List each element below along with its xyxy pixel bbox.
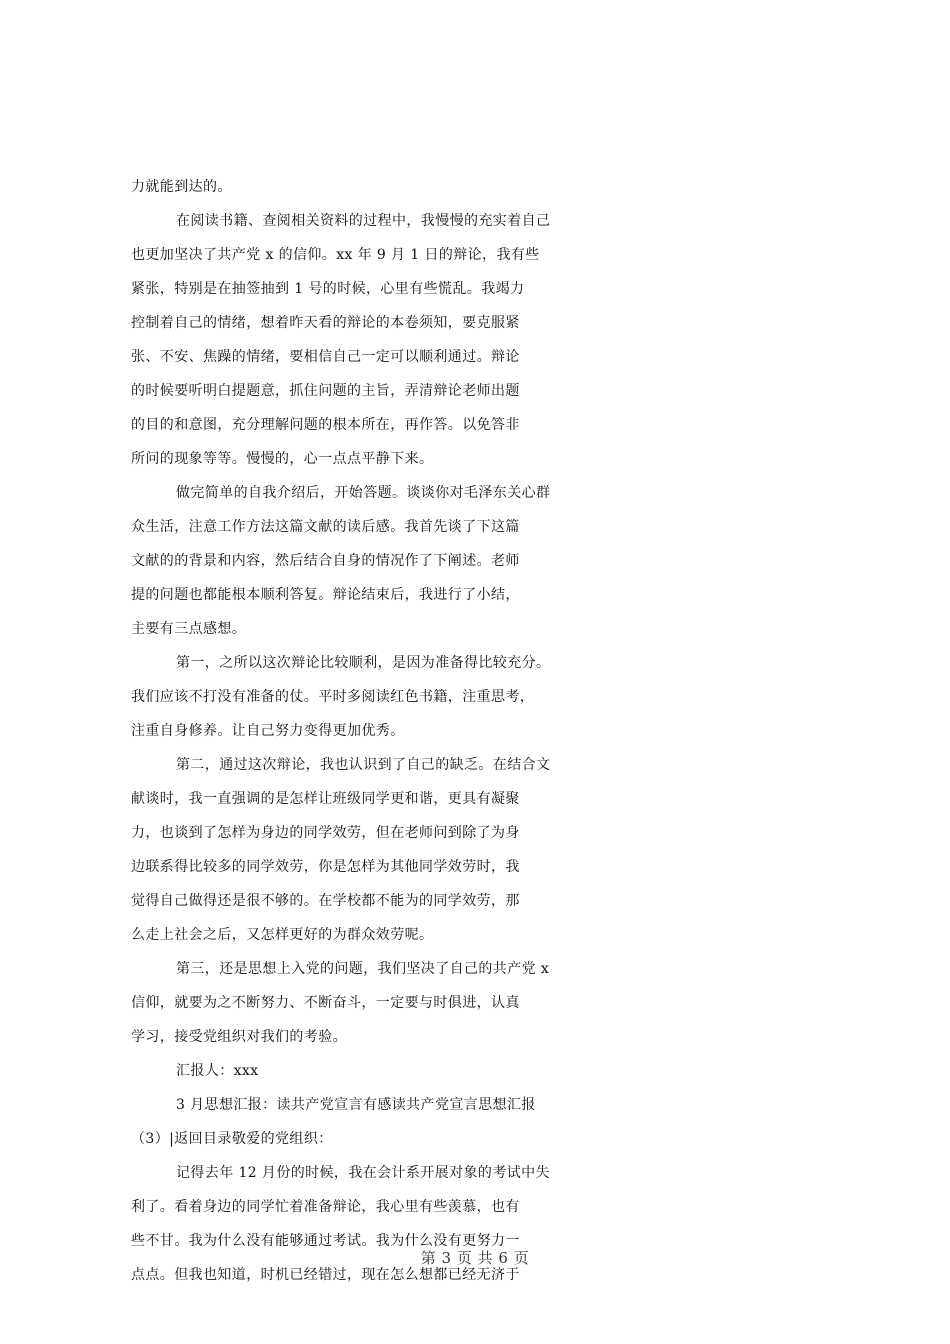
text-line: 边联系得比较多的同学效劳，你是怎样为其他同学效劳时，我 bbox=[131, 859, 520, 875]
text-line: 注重自身修养。让自己努力变得更加优秀。 bbox=[131, 723, 405, 739]
text-line: 做完简单的自我介绍后，开始答题。谈谈你对毛泽东关心群 bbox=[176, 485, 551, 501]
text-line: 的目的和意图，充分理解问题的根本所在，再作答。以免答非 bbox=[131, 417, 520, 433]
text-line: 在阅读书籍、查阅相关资料的过程中，我慢慢的充实着自己 bbox=[176, 213, 551, 229]
text-line: 我们应该不打没有准备的仗。平时多阅读红色书籍，注重思考， bbox=[131, 689, 535, 705]
text-line: 力就能到达的。 bbox=[131, 179, 232, 195]
document-body bbox=[131, 170, 841, 1292]
text-line: 些不甘。我为什么没有能够通过考试。我为什么没有更努力一 bbox=[131, 1233, 520, 1249]
text-line: 提的问题也都能根本顺利答复。辩论结束后，我进行了小结， bbox=[131, 587, 520, 603]
text-line: 所问的现象等等。慢慢的，心一点点平静下来。 bbox=[131, 451, 434, 467]
text-line: 第二，通过这次辩论，我也认识到了自己的缺乏。在结合文 bbox=[176, 757, 551, 773]
text-line: 第一，之所以这次辩论比较顺利，是因为准备得比较充分。 bbox=[176, 655, 551, 671]
text-line: 第三，还是思想上入党的问题，我们坚决了自己的共产党 x bbox=[176, 961, 550, 977]
text-line: 文献的的背景和内容，然后结合自身的情况作了下阐述。老师 bbox=[131, 553, 520, 569]
text-line: 众生活，注意工作方法这篇文献的读后感。我首先谈了下这篇 bbox=[131, 519, 520, 535]
text-line: 点点。但我也知道，时机已经错过，现在怎么想都已经无济于 bbox=[131, 1267, 520, 1283]
text-line: 献谈时，我一直强调的是怎样让班级同学更和谐，更具有凝聚 bbox=[131, 791, 520, 807]
text-line: 汇报人：xxx bbox=[176, 1063, 259, 1079]
text-line: 紧张，特别是在抽签抽到 1 号的时候，心里有些慌乱。我竭力 bbox=[131, 281, 525, 297]
text-line: 张、不安、焦躁的情绪，要相信自己一定可以顺利通过。辩论 bbox=[131, 349, 520, 365]
text-line: 力，也谈到了怎样为身边的同学效劳，但在老师问到除了为身 bbox=[131, 825, 520, 841]
text-line: 学习，接受党组织对我们的考验。 bbox=[131, 1029, 347, 1045]
text-line: 的时候要听明白提题意，抓住问题的主旨，弄清辩论老师出题 bbox=[131, 383, 520, 399]
page-footer: 第 3 页 共 6 页 bbox=[420, 1249, 530, 1267]
text-line: 么走上社会之后，又怎样更好的为群众效劳呢。 bbox=[131, 927, 434, 943]
text-line: 也更加坚决了共产党 x 的信仰。xx 年 9 月 1 日的辩论，我有些 bbox=[131, 247, 540, 263]
text-line: 利了。看着身边的同学忙着准备辩论，我心里有些羡慕，也有 bbox=[131, 1199, 520, 1215]
text-line: 记得去年 12 月份的时候，我在会计系开展对象的考试中失 bbox=[176, 1165, 550, 1181]
text-line: 觉得自己做得还是很不够的。在学校都不能为的同学效劳，那 bbox=[131, 893, 520, 909]
text-line: 控制着自己的情绪，想着昨天看的辩论的本卷须知，要克服紧 bbox=[131, 315, 520, 331]
text-line: 主要有三点感想。 bbox=[131, 621, 247, 637]
text-line: 3 月思想汇报：读共产党宣言有感读共产党宣言思想汇报 bbox=[176, 1097, 536, 1113]
text-line: 信仰，就要为之不断努力、不断奋斗，一定要与时俱进，认真 bbox=[131, 995, 520, 1011]
text-line: （3）|返回目录敬爱的党组织： bbox=[131, 1131, 333, 1147]
